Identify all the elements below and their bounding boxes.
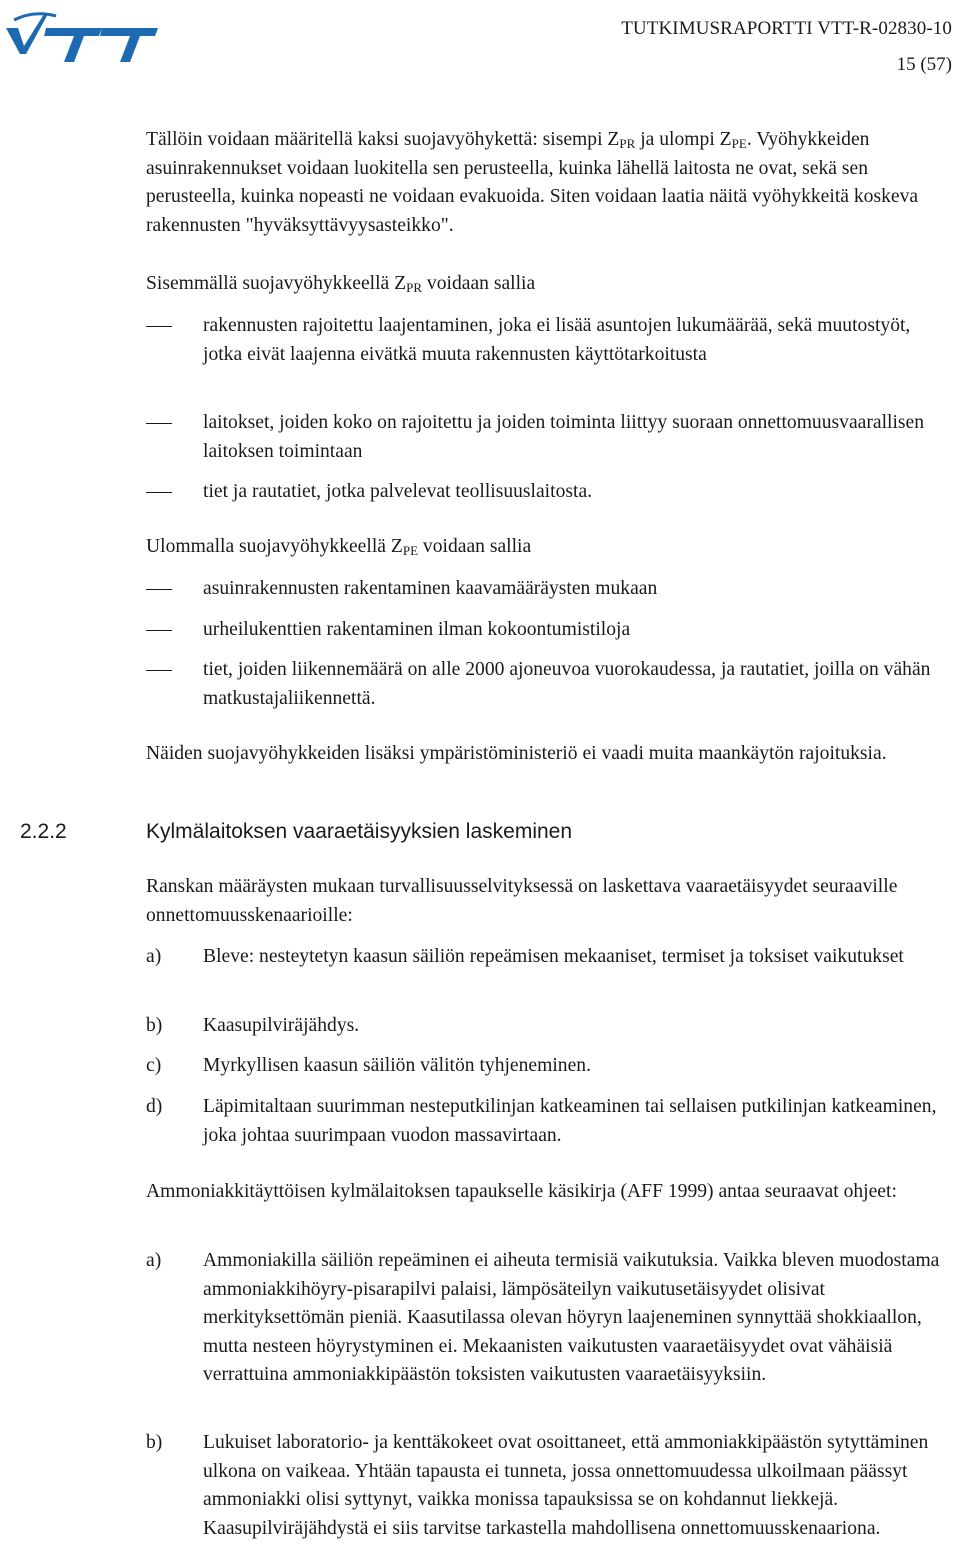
intro-paragraph: Tällöin voidaan määritellä kaksi suojavyöhykettä: sisempi $Z_{PR}$ ja ulompi $Z_{PE}$. Vyöhykkeiden asuinrakennukset voidaan luokitella sen perusteella, kuinka lähellä laitosta ne ovat, sekä sen perusteella, kuinka nopeasti ne voidaan evakuoida. Siten voidaan laatia näitä vyöhykkeitä koskeva rakennusten "hyväksyttävyysasteikko". [146, 129, 919, 236]
dash-bullet [146, 326, 172, 327]
handbook-paragraph: Ammoniakkitäyttöisen kylmälaitoksen tapaukselle käsikirja (AFF 1999) antaa seuraavat ohjeet: [146, 1181, 897, 1202]
dash-bullet [146, 423, 172, 424]
section-number: 2.2.2 [20, 820, 67, 843]
section-title: Kylmälaitoksen vaaraetäisyyksien laskeminen [146, 820, 573, 843]
note-paragraph: Näiden suojavyöhykkeiden lisäksi ympäristöministeriö ei vaadi muita maankäytön rajoituksia. [146, 743, 887, 764]
dash-bullet [146, 670, 172, 671]
page-number: 15 (57) [896, 54, 952, 75]
dash-bullet [146, 492, 172, 493]
dash-bullet [146, 589, 172, 590]
vtt-logo-icon [4, 6, 160, 62]
report-id: TUTKIMUSRAPORTTI VTT-R-02830-10 [621, 18, 952, 39]
outer-zone-intro: Ulommalla suojavyöhykkeellä $Z_{PE}$ voidaan sallia [146, 536, 532, 558]
french-paragraph: Ranskan määräysten mukaan turvallisuusselvityksessä on laskettava vaaraetäisyydet seuraaville onnettomuusskenaarioille: [146, 876, 898, 926]
dash-bullet [146, 630, 172, 631]
inner-zone-intro: Sisemmällä suojavyöhykkeellä $Z_{PR}$ voidaan sallia [146, 273, 536, 295]
